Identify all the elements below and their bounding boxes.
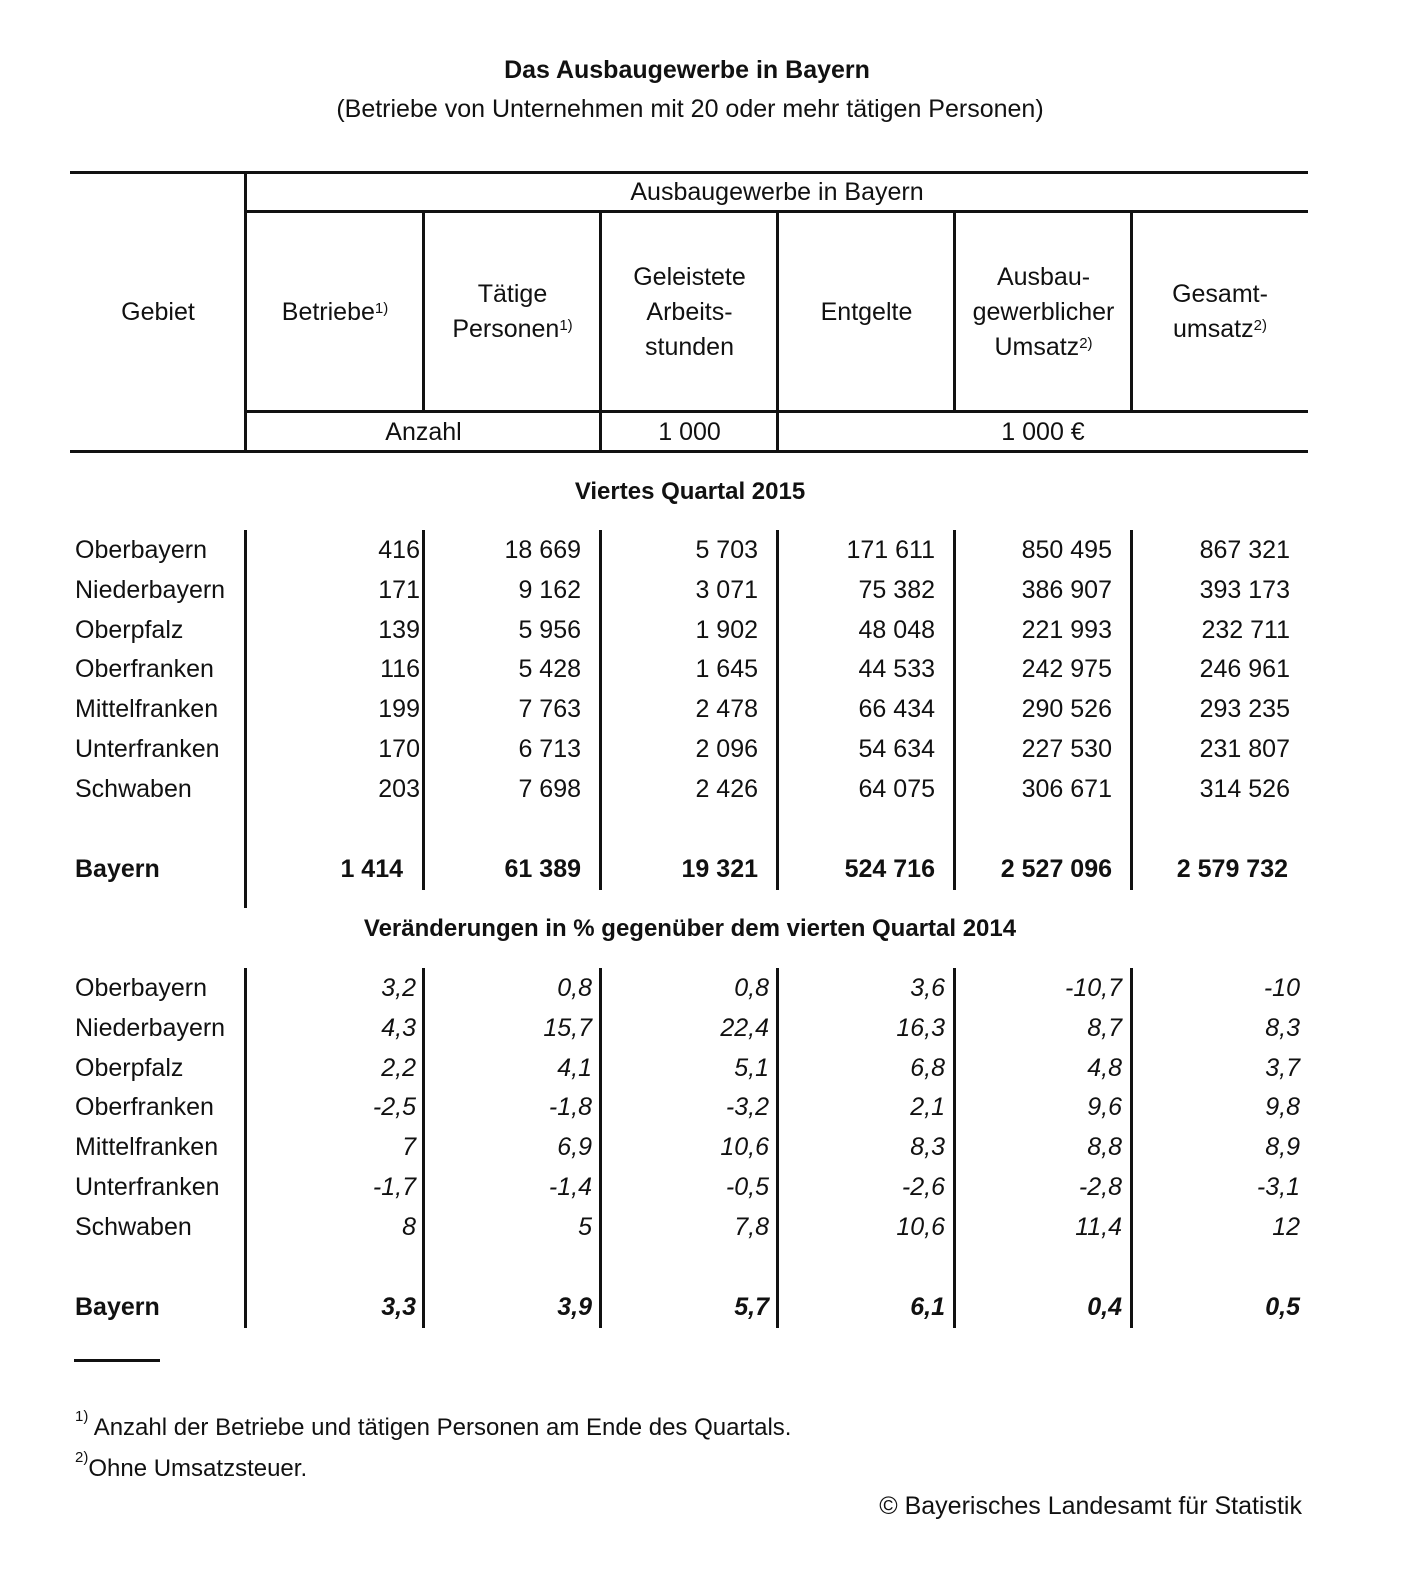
table-cell: 5 703 bbox=[695, 536, 758, 564]
column-header-gebiet: Gebiet bbox=[121, 297, 195, 326]
table-cell: 44 533 bbox=[858, 655, 935, 684]
row-label: Oberfranken bbox=[75, 655, 214, 684]
table-cell: 171 bbox=[378, 575, 420, 604]
table-cell: 1 645 bbox=[695, 655, 758, 684]
row-label: Oberpfalz bbox=[75, 1053, 184, 1082]
unit-anzahl: Anzahl bbox=[385, 417, 462, 446]
table-cell: -1,4 bbox=[548, 1173, 592, 1201]
unit-tausend: 1 000 bbox=[658, 417, 721, 446]
table-cell: 18 669 bbox=[504, 536, 581, 564]
table-cell: 293 235 bbox=[1199, 695, 1290, 724]
total-cell: 3,9 bbox=[557, 1293, 592, 1321]
table-cell: 850 495 bbox=[1021, 536, 1112, 564]
table-cell: 2 478 bbox=[695, 695, 758, 724]
table-cell: 8,3 bbox=[1265, 1013, 1300, 1042]
table-cell: 3 071 bbox=[695, 575, 758, 604]
column-header-entgelte: Entgelte bbox=[820, 297, 913, 326]
table-cell: 10,6 bbox=[720, 1133, 769, 1162]
table-cell: 10,6 bbox=[896, 1212, 945, 1241]
table-cell: 203 bbox=[378, 774, 420, 803]
table-cell: 9 162 bbox=[518, 575, 581, 604]
table-cell: -10,7 bbox=[1065, 974, 1122, 1002]
table-cell: 6,9 bbox=[557, 1133, 592, 1162]
table-cell: 867 321 bbox=[1199, 536, 1290, 564]
table-cell: 2,2 bbox=[381, 1053, 416, 1082]
table-cell: 8,7 bbox=[1087, 1013, 1122, 1042]
table-cell: 171 611 bbox=[846, 536, 935, 564]
footnote-marker: 2) bbox=[75, 1449, 89, 1466]
footnote-ref-2: 2) bbox=[1253, 317, 1267, 334]
table-cell: 0,8 bbox=[557, 974, 592, 1002]
total-cell: 61 389 bbox=[504, 855, 581, 883]
table-cell: 314 526 bbox=[1199, 774, 1290, 803]
total-cell: 3,3 bbox=[381, 1293, 416, 1321]
table-cell: 2,1 bbox=[910, 1093, 945, 1122]
table-cell: 64 075 bbox=[858, 774, 935, 803]
table-cell: 5,1 bbox=[734, 1053, 769, 1082]
column-header-ausbaugewerblicher-umsatz: Ausbau- gewerblicher Umsatz$^{2)}$ bbox=[972, 262, 1115, 361]
table-cell: 7,8 bbox=[734, 1212, 769, 1241]
table-cell: 231 807 bbox=[1199, 735, 1290, 763]
row-label: Niederbayern bbox=[75, 575, 226, 604]
table-cell: 22,4 bbox=[720, 1013, 769, 1042]
table-cell: 8,8 bbox=[1087, 1133, 1122, 1162]
footnote-ref-1: 1) bbox=[559, 317, 573, 334]
table-cell: 2 426 bbox=[695, 774, 758, 803]
table-cell: 227 530 bbox=[1021, 735, 1112, 763]
total-cell: 2 579 732 bbox=[1176, 855, 1288, 883]
table-cell: 6,8 bbox=[910, 1053, 945, 1082]
table-cell: 393 173 bbox=[1199, 575, 1290, 604]
table-cell: 11,4 bbox=[1075, 1212, 1122, 1241]
table-cell: -10 bbox=[1263, 974, 1300, 1002]
table-cell: 2 096 bbox=[695, 735, 758, 763]
section-title-percent: Veränderungen in % gegenüber dem vierten Quartal 2014 bbox=[363, 915, 1017, 942]
total-row-label: Bayern bbox=[75, 855, 160, 883]
column-header-gesamtumsatz: Gesamt- umsatz$^{2)}$ bbox=[1172, 280, 1268, 343]
table-cell: 116 bbox=[380, 655, 420, 684]
row-label: Niederbayern bbox=[75, 1013, 226, 1042]
footnote-ref-2: 2) bbox=[1079, 334, 1093, 352]
table-cell: 170 bbox=[378, 735, 420, 763]
table-cell: -0,5 bbox=[725, 1173, 769, 1201]
group-header-label: Ausbaugewerbe in Bayern bbox=[630, 177, 924, 206]
table-cell: 4,3 bbox=[381, 1013, 416, 1042]
table-cell: 1 902 bbox=[695, 615, 758, 644]
total-cell: 6,1 bbox=[910, 1293, 945, 1321]
table-cell: 8,3 bbox=[910, 1133, 945, 1162]
footnote-text: Anzahl der Betriebe und tätigen Personen am Ende des Quartals. bbox=[93, 1414, 792, 1441]
row-label: Mittelfranken bbox=[75, 695, 219, 724]
table-cell: 12 bbox=[1272, 1212, 1300, 1241]
table-cell: -1,7 bbox=[372, 1173, 416, 1201]
table-cell: -3,1 bbox=[1256, 1173, 1300, 1201]
group-header bbox=[246, 173, 1308, 211]
table-cell: 8,9 bbox=[1265, 1133, 1300, 1162]
table-cell: 5 956 bbox=[518, 615, 581, 644]
footnote-text: Ohne Umsatzsteuer. bbox=[88, 1455, 308, 1482]
table-cell: 3,7 bbox=[1265, 1053, 1300, 1082]
table-cell: 5 428 bbox=[518, 655, 581, 684]
table-cell: 16,3 bbox=[896, 1013, 945, 1042]
total-cell: 2 527 096 bbox=[1000, 855, 1112, 883]
total-cell: 19 321 bbox=[681, 855, 758, 883]
table-cell: 242 975 bbox=[1021, 655, 1112, 684]
row-label: Schwaben bbox=[75, 774, 192, 803]
table-cell: 66 434 bbox=[858, 695, 935, 724]
table-cell: 4,1 bbox=[557, 1053, 592, 1082]
table-cell: 9,6 bbox=[1087, 1093, 1122, 1122]
table-cell: 7 bbox=[402, 1133, 416, 1162]
table-cell: -2,8 bbox=[1078, 1173, 1122, 1201]
row-label: Schwaben bbox=[75, 1212, 192, 1241]
table-cell: 54 634 bbox=[858, 735, 935, 763]
table-cell: -2,6 bbox=[901, 1173, 945, 1201]
table-cell: 306 671 bbox=[1021, 774, 1112, 803]
table-cell: 0,8 bbox=[734, 974, 769, 1002]
row-label: Unterfranken bbox=[75, 1173, 220, 1201]
table-cell: 9,8 bbox=[1265, 1093, 1300, 1122]
table-cell: 4,8 bbox=[1087, 1053, 1122, 1082]
table-cell: 5 bbox=[578, 1212, 592, 1241]
table-cell: 199 bbox=[378, 695, 420, 724]
table-cell: 3,6 bbox=[910, 974, 945, 1002]
table-cell: 75 382 bbox=[858, 575, 935, 604]
row-label: Oberpfalz bbox=[75, 615, 184, 644]
table-cell: 232 711 bbox=[1201, 615, 1290, 644]
table-cell: 416 bbox=[378, 536, 420, 564]
table-cell: 221 993 bbox=[1021, 615, 1112, 644]
row-label: Oberfranken bbox=[75, 1093, 214, 1122]
table-cell: 7 763 bbox=[518, 695, 581, 724]
footnote-marker: 1) bbox=[75, 1408, 89, 1425]
table-cell: 386 907 bbox=[1021, 575, 1112, 604]
document-subtitle: (Betriebe von Unternehmen mit 20 oder mehr tätigen Personen) bbox=[336, 95, 1044, 123]
row-label: Oberbayern bbox=[75, 974, 208, 1002]
section-title-absolute: Viertes Quartal 2015 bbox=[574, 478, 806, 505]
table-cell: 3,2 bbox=[381, 974, 416, 1002]
footnote-2 bbox=[75, 1449, 308, 1483]
table-cell: 246 961 bbox=[1199, 655, 1290, 684]
unit-tausend-euro: 1 000 € bbox=[1001, 417, 1085, 446]
total-cell: 0,4 bbox=[1087, 1293, 1122, 1321]
footnote-separator bbox=[74, 1359, 160, 1362]
table-cell: 15,7 bbox=[543, 1013, 592, 1042]
total-cell: 0,5 bbox=[1265, 1293, 1300, 1321]
table-cell: 8 bbox=[402, 1212, 416, 1241]
total-row-label: Bayern bbox=[75, 1293, 160, 1321]
table-cell: 290 526 bbox=[1021, 695, 1112, 724]
table-cell: -2,5 bbox=[372, 1093, 416, 1122]
column-header-taetige-personen: Tätige Personen$^{1)}$ bbox=[452, 280, 573, 343]
table-cell: 48 048 bbox=[858, 615, 935, 644]
total-cell: 5,7 bbox=[734, 1293, 769, 1321]
total-cell: 524 716 bbox=[844, 855, 935, 883]
document-title: Das Ausbaugewerbe in Bayern bbox=[504, 56, 870, 84]
footnote-1 bbox=[75, 1408, 792, 1442]
column-divider bbox=[244, 530, 247, 908]
column-header-arbeitsstunden: Geleistete Arbeits- stunden bbox=[633, 262, 746, 361]
total-cell: 1 414 bbox=[340, 855, 403, 883]
footnote-ref-1: 1) bbox=[374, 299, 389, 317]
table-cell: -3,2 bbox=[725, 1093, 769, 1122]
row-label: Mittelfranken bbox=[75, 1133, 219, 1162]
column-header-betriebe: Betriebe$^{1)}$ bbox=[281, 297, 389, 326]
copyright-notice: © Bayerisches Landesamt für Statistik bbox=[879, 1492, 1302, 1520]
row-label: Oberbayern bbox=[75, 536, 208, 564]
table-cell: 139 bbox=[378, 615, 420, 644]
table-cell: 6 713 bbox=[518, 735, 581, 763]
row-label: Unterfranken bbox=[75, 735, 220, 763]
table-cell: 7 698 bbox=[518, 774, 581, 803]
table-cell: -1,8 bbox=[548, 1093, 592, 1122]
